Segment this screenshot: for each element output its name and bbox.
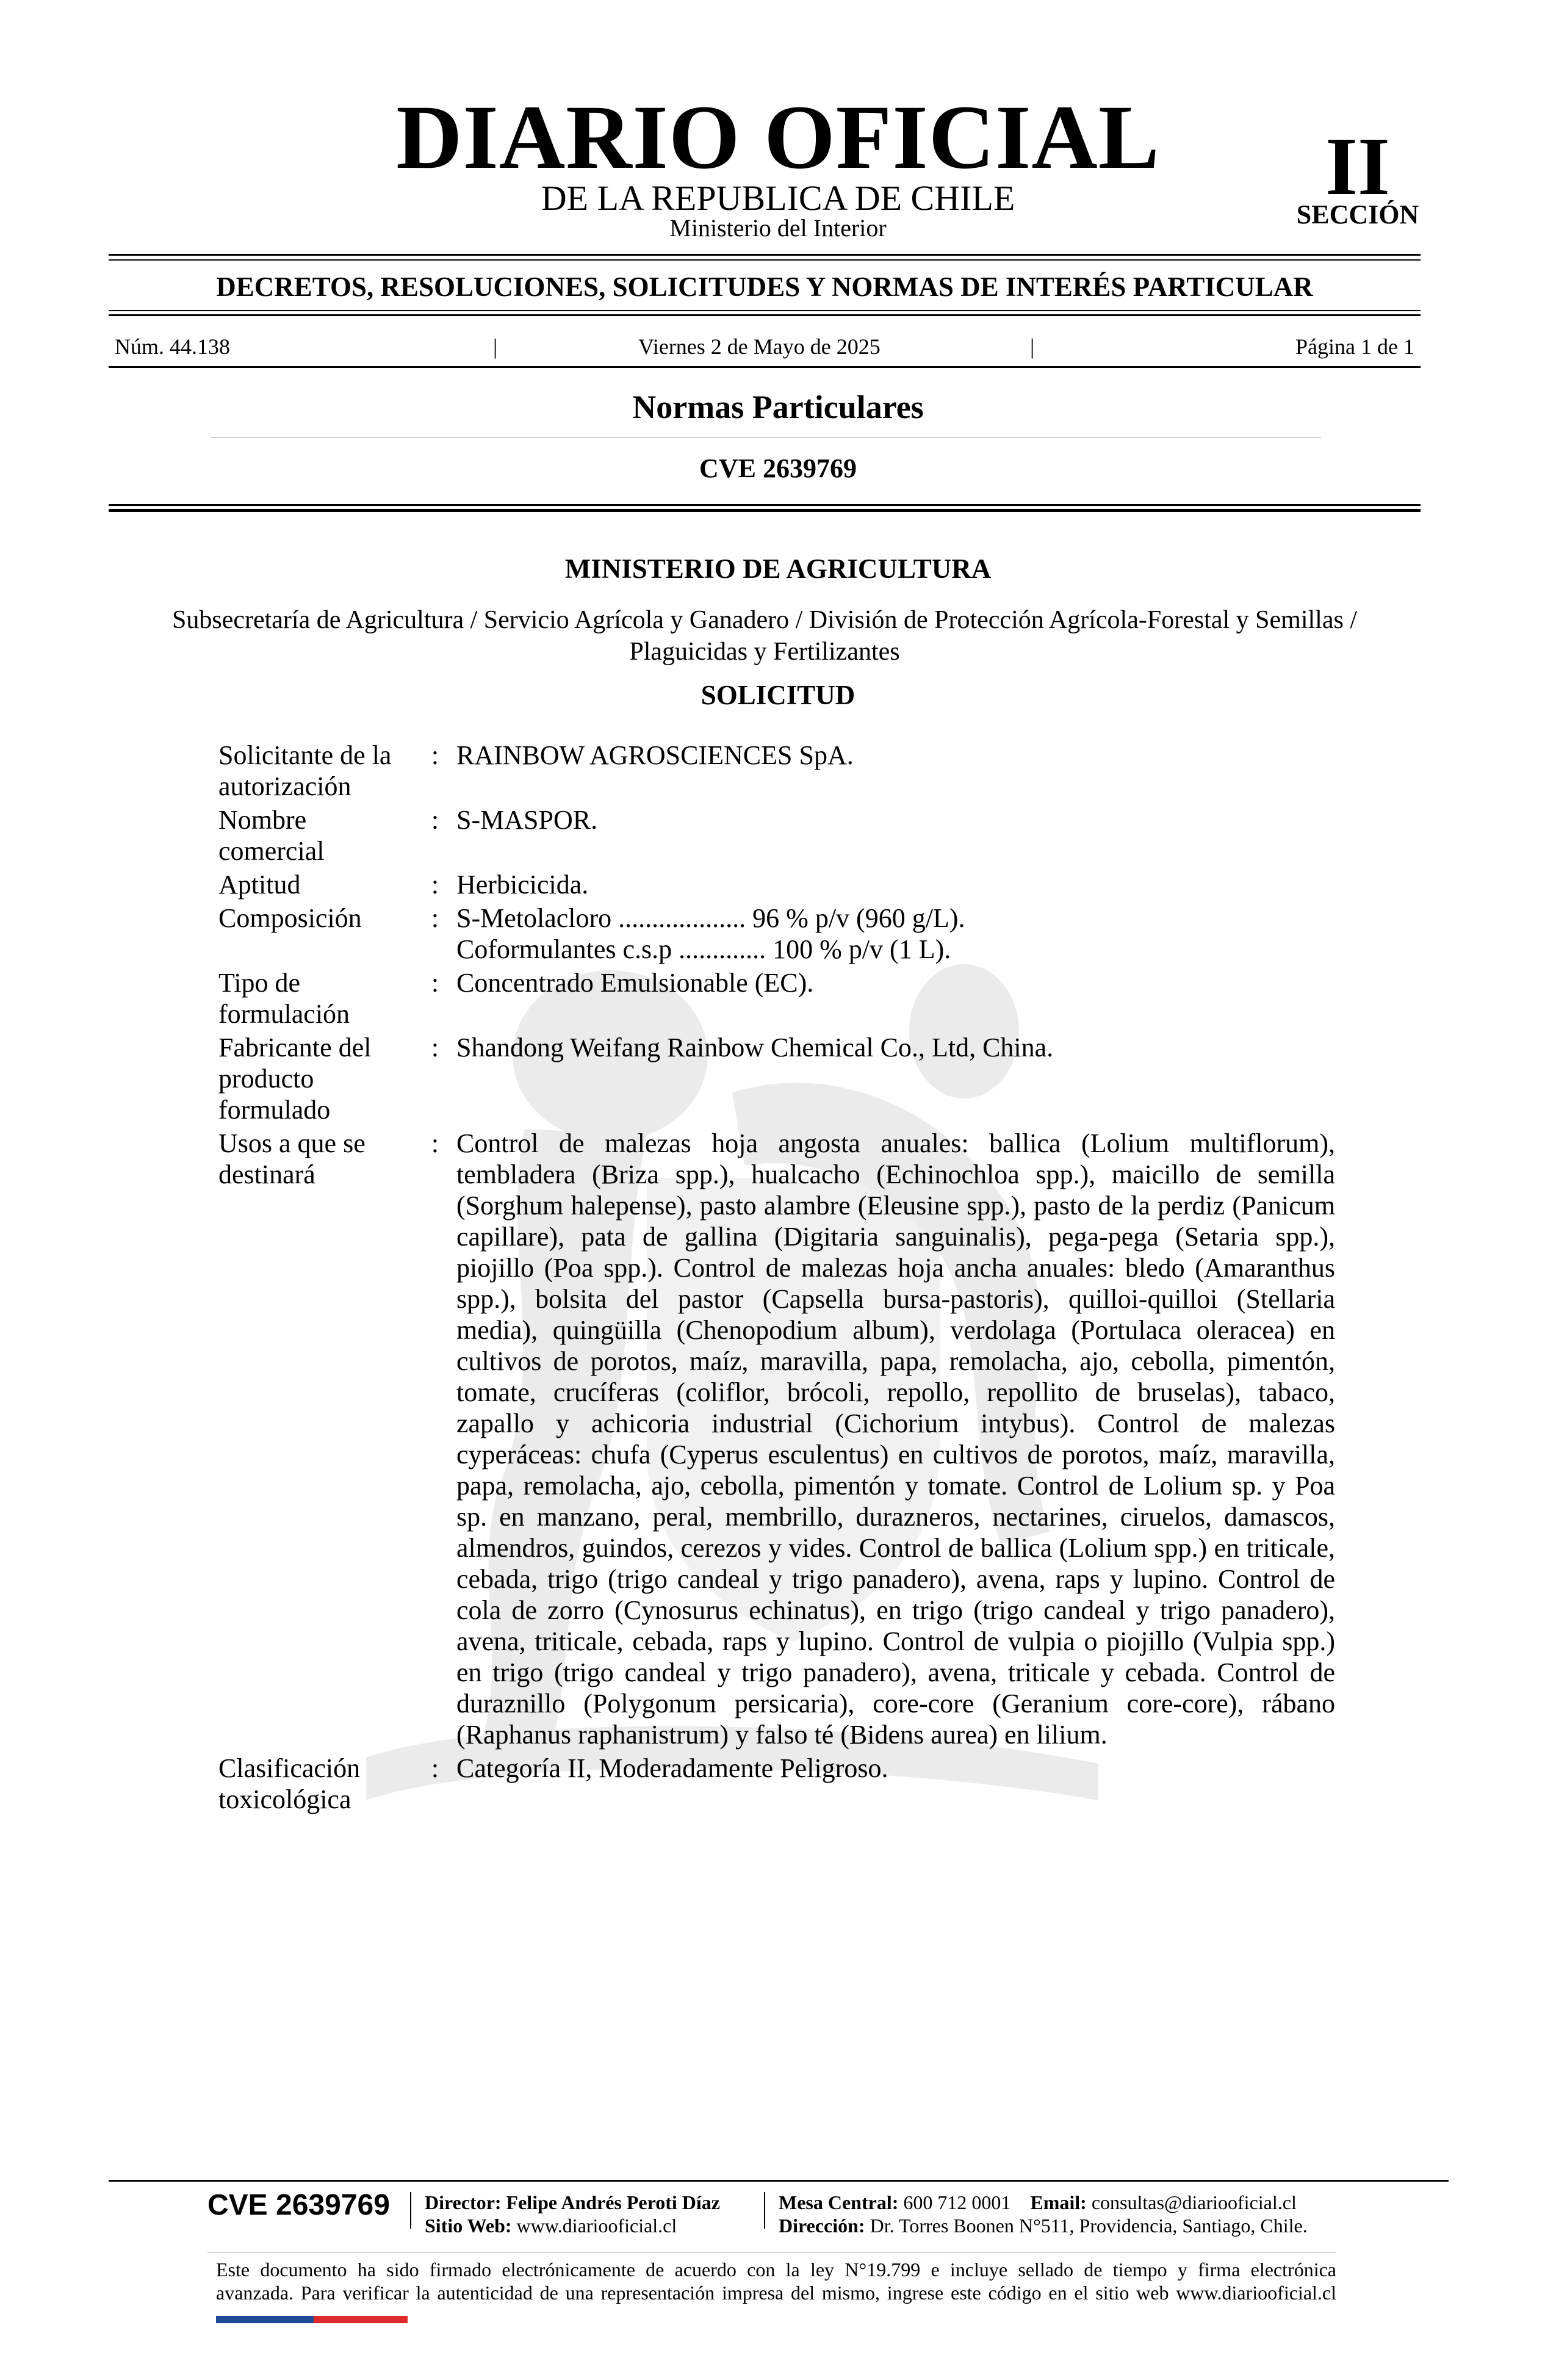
newspaper-title: DIARIO OFICIAL	[396, 87, 1160, 188]
field-colon: :	[431, 1753, 439, 1783]
solicitud-fields	[218, 740, 1335, 1815]
section-title: Normas Particulares	[632, 389, 924, 425]
issue-number: Núm. 44.138	[115, 334, 230, 359]
field-row-solicitante	[218, 740, 1335, 802]
cve-code: CVE 2639769	[699, 453, 857, 483]
field-row-composicion	[218, 903, 1335, 965]
section-title-rule	[211, 437, 1321, 438]
field-label: Composición	[218, 903, 362, 933]
ministry-line: Ministerio del Interior	[669, 214, 887, 242]
field-value: S-MASPOR.	[456, 805, 598, 835]
issue-info-bar	[109, 334, 1421, 359]
field-value: Shandong Weifang Rainbow Chemical Co., Ltd, China.	[456, 1033, 1054, 1062]
page-indicator: Página 1 de 1	[1295, 334, 1414, 359]
document-heading: SOLICITUD	[701, 680, 855, 710]
field-value: RAINBOW AGROSCIENCES SpA.	[456, 740, 854, 770]
field-label: Aptitud	[218, 870, 301, 900]
field-row-clasificacion	[218, 1753, 1335, 1815]
section-label: SECCIÓN	[1296, 200, 1419, 229]
field-value: Herbicicida.	[456, 870, 589, 900]
field-label: Nombre comercial	[218, 805, 325, 866]
footer-divider	[764, 2192, 765, 2229]
field-colon: :	[431, 805, 439, 835]
field-value: Categoría II, Moderadamente Peligroso.	[456, 1753, 888, 1783]
issue-date: Viernes 2 de Mayo de 2025	[638, 334, 881, 359]
flag-stripe-red	[314, 2316, 408, 2323]
cve-rule-1	[109, 504, 1421, 506]
flag-stripe-blue	[216, 2316, 314, 2323]
field-row-aptitud	[218, 869, 1335, 900]
ministry-heading: MINISTERIO DE AGRICULTURA	[564, 554, 992, 584]
address: Dr. Torres Boonen N°511, Providencia, Santiago, Chile.	[870, 2215, 1308, 2237]
field-value: Control de malezas hoja angosta anuales: ballica (Lolium multiflorum), tembladera (Briza spp.), hualcacho (Echinochloa spp.), maicillo de semilla (Sorghum halepense), pasto alambre (Eleusine spp.), pasto de la perdiz (Panicum capillare), pata de gallina (Digitaria sanguinalis), pega-pega (Setaria spp.), piojillo (Poa spp.). Control de malezas hoja ancha anuales: bledo (Amaranthus spp.), bolsita del pastor (Capsella bursa-pastoris), quilloi-quilloi (Stellaria media), quingüilla (Chenopodium album), verdolaga (Portulaca oleracea) en cultivos de porotos, maíz, maravilla, papa, remolacha, ajo, cebolla, pimentón, tomate, crucíferas (coliflor, brócoli, repollo, repollito de bruselas), tabaco, zapallo y achicoria industrial (Cichorium intybus). Control de malezas cyperáceas: chufa (Cyperus esculentus) en cultivos de porotos, maíz, maravilla, papa, remolacha, ajo, cebolla, pimentón y tomate. Control de Lolium sp. y Poa sp. en manzano, peral, membrillo, durazneros, nectarines, ciruelos, damascos, almendros, guindos, cerezos y vides. Control de ballica (Lolium spp.) en triticale, cebada, trigo (trigo candeal y trigo panadero), avena, raps y lupino. Control de cola de zorro (Cynosurus echinatus), en trigo (trigo candeal y trigo panadero), avena, triticale, cebada, raps y lupino. Control de vulpia o piojillo (Vulpia spp.) en trigo (trigo candeal y trigo panadero), avena, triticale y cebada. Control de duraznillo (Polygonum persicaria), core-core (Geranium core-core), rábano (Raphanus raphanistrum) y falso té (Bidens aurea) en lilium.	[456, 1128, 1335, 1750]
field-label: Clasificación toxicológica	[218, 1753, 361, 1814]
header-rule-top-2	[109, 259, 1421, 261]
footer-divider	[410, 2192, 411, 2229]
cve-rule-2	[109, 509, 1421, 512]
field-label: Usos a que se destinará	[218, 1128, 366, 1189]
info-separator: |	[1030, 334, 1035, 359]
field-row-nombre	[218, 804, 1335, 867]
field-row-formulacion	[218, 967, 1335, 1030]
phone-number: 600 712 0001	[903, 2191, 1011, 2213]
field-colon: :	[431, 903, 439, 933]
field-value: Concentrado Emulsionable (EC).	[456, 968, 814, 998]
field-colon: :	[431, 968, 439, 998]
field-label: Solicitante de la autorización	[218, 740, 392, 801]
footer-contact-block: Mesa Central: 600 712 0001 Email: consultas@diariooficial.cl Dirección: Dr. Torres Boonen N°511, Providencia, Santiago, Chile.	[779, 2191, 1308, 2237]
footer-rule	[109, 2180, 1449, 2182]
footer-director-block: Director: Felipe Andrés Peroti Díaz Sitio Web: www.diariooficial.cl	[425, 2191, 720, 2237]
category-heading: DECRETOS, RESOLUCIONES, SOLICITUDES Y NORMAS DE INTERÉS PARTICULAR	[216, 272, 1313, 302]
footer-cve-code: CVE 2639769	[207, 2189, 390, 2221]
newspaper-subtitle: DE LA REPUBLICA DE CHILE	[541, 178, 1015, 218]
field-row-usos	[218, 1128, 1335, 1750]
director-name: Felipe Andrés Peroti Díaz	[506, 2191, 720, 2213]
field-colon: :	[431, 870, 439, 900]
header-rule-top	[109, 254, 1421, 256]
infobar-rule	[109, 366, 1421, 368]
category-rule-1	[109, 310, 1421, 311]
field-colon: :	[431, 740, 439, 770]
field-row-fabricante	[218, 1032, 1335, 1125]
category-rule-2	[109, 314, 1421, 316]
field-colon: :	[431, 1128, 439, 1158]
subsecretaria-text: Subsecretaría de Agricultura / Servicio Agrícola y Ganadero / División de Protección Agrícola-Forestal y Semillas / Plaguicidas y Fertilizantes	[172, 606, 1357, 666]
email-link[interactable]: consultas@diariooficial.cl	[1091, 2191, 1297, 2213]
field-label: Fabricante del producto formulado	[218, 1033, 372, 1125]
legal-notice: Este documento ha sido firmado electrónicamente de acuerdo con la ley N°19.799 e incluye sellado de tiempo y firma electrónica avanzada. Para verificar la autenticidad de una representación impresa del mismo, ingrese este código en el sitio web www.diariooficial.cl	[216, 2259, 1336, 2304]
info-separator: |	[493, 334, 498, 359]
field-label: Tipo de formulación	[218, 968, 350, 1029]
site-link[interactable]: www.diariooficial.cl	[516, 2215, 677, 2237]
field-value: S-Metolacloro ................... 96 % p/v (960 g/L). Coformulantes c.s.p ............. 100 % p/v (1 L).	[456, 903, 965, 964]
field-colon: :	[431, 1033, 439, 1062]
section-number: II	[1325, 121, 1390, 212]
